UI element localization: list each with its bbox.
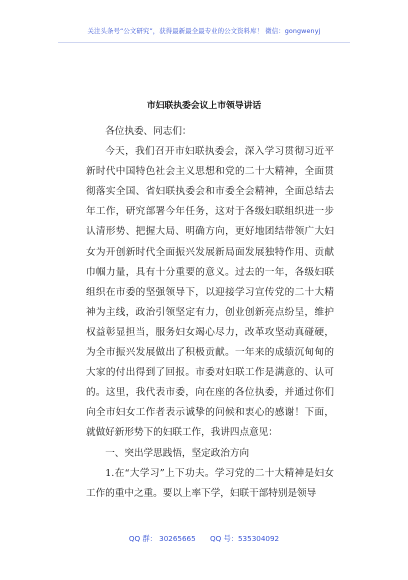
footer-contact	[0, 534, 408, 544]
header-banner: 关注头条号“公文研究”，获得最新最全最专业的公文资料库！ 微信：gongwenyj	[87, 27, 321, 35]
paragraph-intro: 今天，我们召开市妇联执委会，深入学习贯彻习近平新时代中国特色社会主义思想和党的二十大精神，全面贯彻落实全国、省妇联执委会和市委全会精神，全面总结去年工作，研究部署今年任务，这对于各级妇联组织进一步认清形势、把握大局、明确方向，更好地团结带领广大妇女为开创新时代全面振兴发展新局面发展独特作用、贡献巾帼力量，具有十分重要的意义。过去的一年，各级妇联组织在市委的坚强领导下，以迎接学习宣传党的二十大精神为主线，政治引领坚定有力，创业创新亮点纷呈，维护权益彰显担当，服务妇女竭心尽力，改革攻坚动真碰硬，为全市振兴发展做出了积极贡献。一年来的成绩沉甸甸的大家的付出得到了回报。市委对妇联工作是满意的、认可的。这里，我代表市委，向在座的各位执委，并通过你们向全市妇女工作者表示诚挚的问候和衷心的感谢！下面，就做好新形势下的妇联工作，我讲四点意见：	[86, 146, 334, 439]
footer-qq-group: QQ 群： 30265665	[128, 534, 196, 543]
document-body	[86, 122, 334, 504]
document-title: 市妇联执委会议上市领导讲话	[146, 101, 262, 111]
header-divider	[58, 42, 350, 43]
greeting: 各位执委、同志们：	[105, 126, 192, 137]
section-heading: 一、突出学思践悟，坚定政治方向	[105, 447, 250, 459]
paragraph-section-1: 1.在“大学习”上下功夫。学习党的二十大精神是妇女工作的重中之重。要以上率下学，妇联干部特别是领导	[86, 467, 334, 499]
footer-qq-number: QQ 号：535304092	[210, 534, 280, 543]
